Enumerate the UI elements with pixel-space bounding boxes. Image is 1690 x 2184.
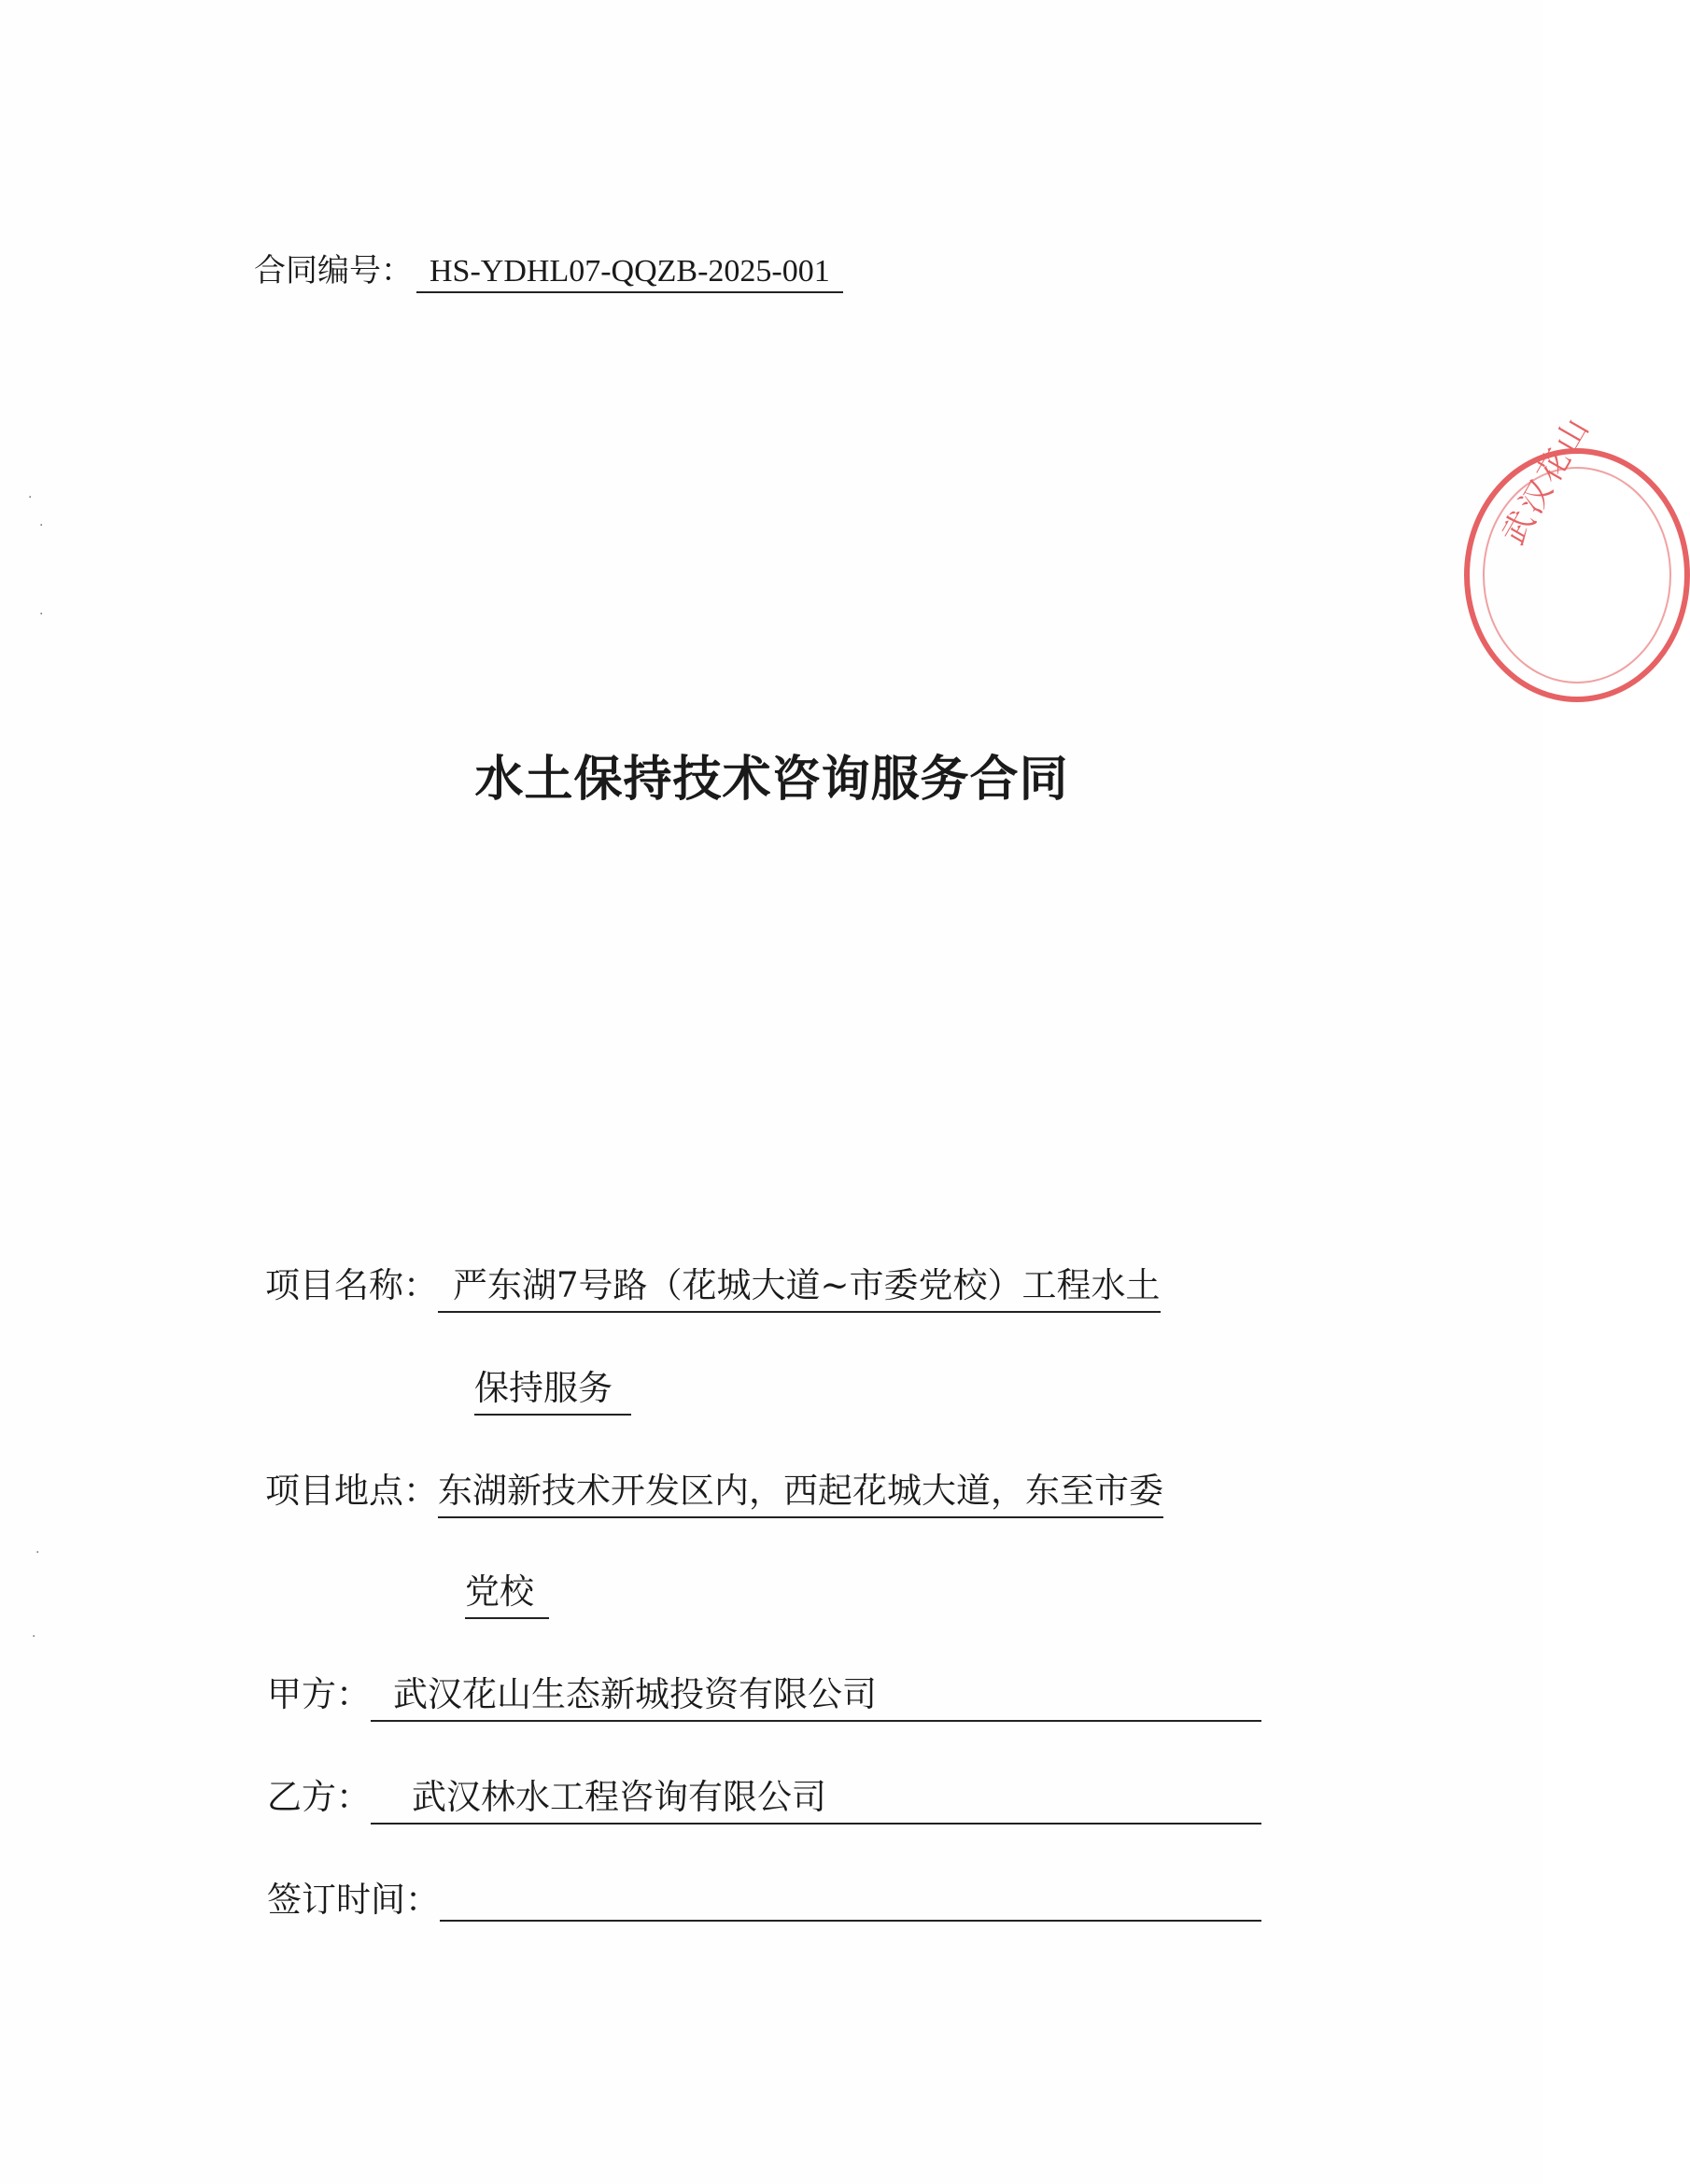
- project-name-row: [265, 1257, 1161, 1313]
- sign-date-row: [267, 1871, 1261, 1922]
- party-b-row: [267, 1768, 1261, 1825]
- project-location-value-line2: 党校: [465, 1563, 549, 1619]
- project-location-row-2: [465, 1563, 549, 1619]
- project-location-row: [265, 1462, 1163, 1518]
- scan-speck: ·: [28, 490, 33, 505]
- party-a-row: [267, 1666, 1261, 1722]
- project-name-row-2: [474, 1360, 631, 1416]
- project-name-label: 项目名称：: [265, 1265, 438, 1305]
- contract-number: [254, 245, 843, 293]
- party-b-value: 武汉林水工程咨询有限公司: [371, 1768, 1261, 1825]
- scan-speck: ·: [39, 518, 44, 533]
- project-name-value-line2: 保持服务: [474, 1360, 631, 1416]
- party-a-value: 武汉花山生态新城投资有限公司: [371, 1666, 1261, 1722]
- party-b-label: 乙方：: [267, 1777, 371, 1817]
- project-location-label: 项目地点：: [265, 1471, 438, 1511]
- scan-speck: ·: [39, 607, 44, 622]
- sign-date-label: 签订时间：: [267, 1880, 440, 1920]
- contract-number-label: 合同编号：: [254, 252, 413, 289]
- seal-text: 武汉花山: [1494, 409, 1598, 551]
- party-a-label: 甲方：: [267, 1674, 371, 1714]
- sign-date-value: [440, 1877, 1261, 1922]
- company-seal: [1464, 409, 1690, 702]
- scan-speck: ·: [32, 1629, 36, 1644]
- project-location-value-line1: 东湖新技术开发区内，西起花城大道，东至市委: [438, 1462, 1163, 1518]
- document-title: 水土保持技术咨询服务合同: [474, 752, 1069, 808]
- scan-speck: ·: [35, 1545, 40, 1560]
- contract-number-value: HS-YDHL07-QQZB-2025-001: [416, 254, 843, 293]
- project-name-value-line1: 严东湖7号路（花城大道~市委党校）工程水土: [438, 1257, 1161, 1313]
